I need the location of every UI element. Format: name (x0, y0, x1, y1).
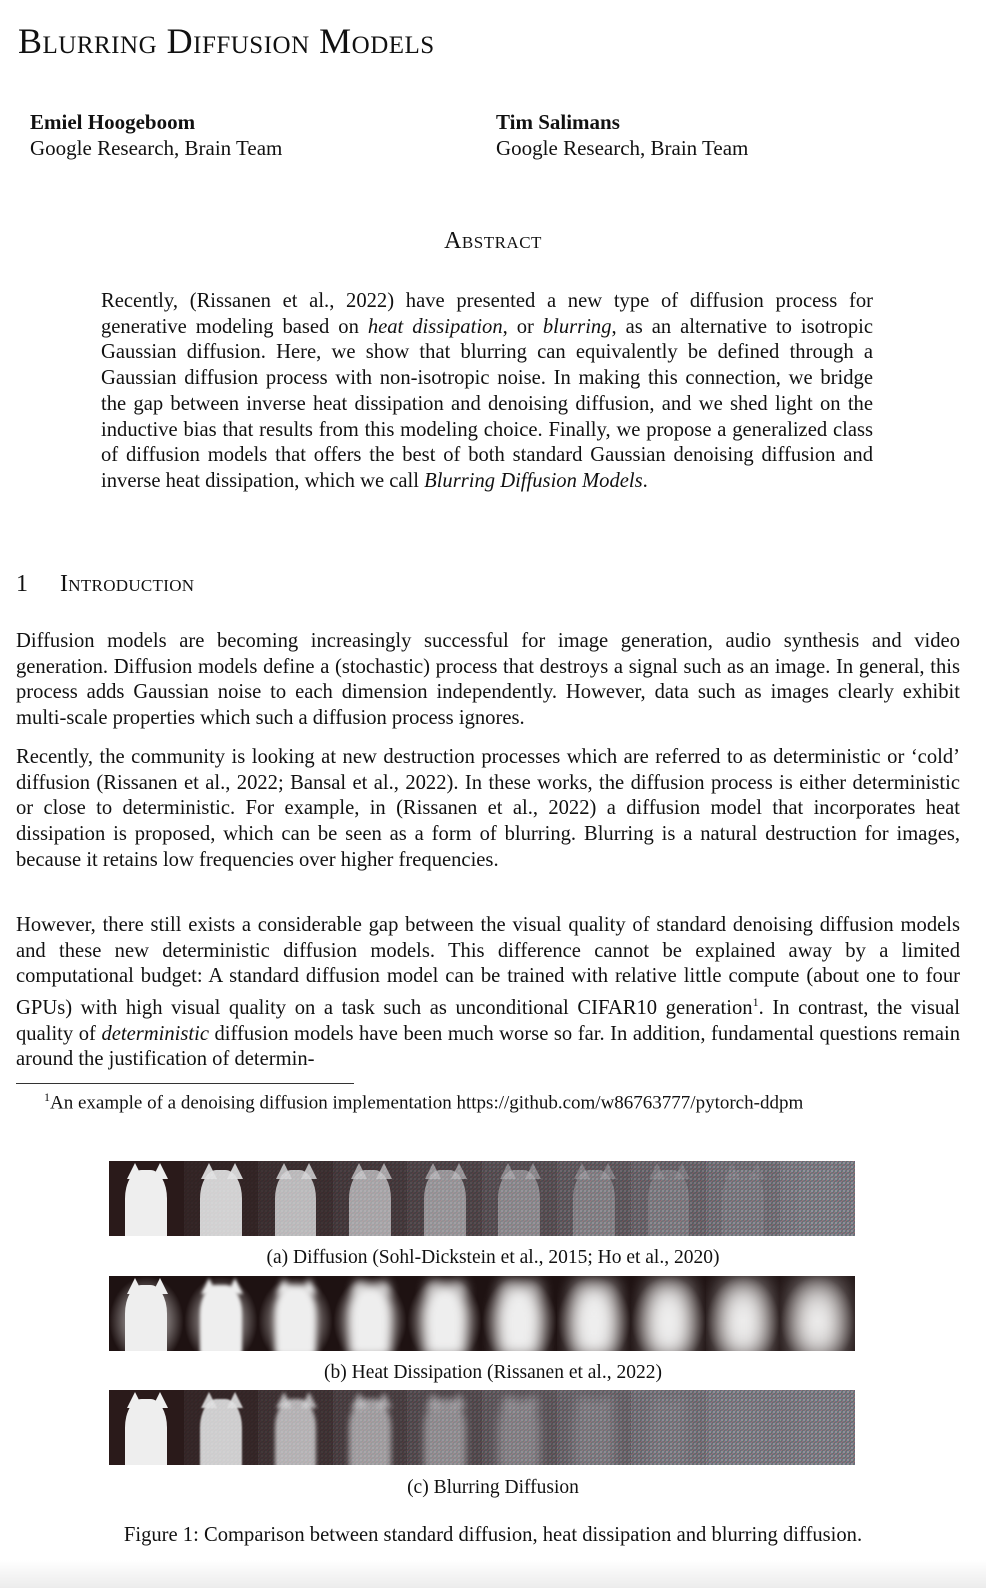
figure-frame (631, 1276, 706, 1351)
kitten-shape (275, 1285, 317, 1351)
figure-frame (184, 1276, 259, 1351)
figure-frame (109, 1161, 184, 1236)
text-run: However, there still exists a considerable gap between the visual quality of standard denoising diffusion models and these new deterministic diffusion models. This difference cannot be explained away by a limited computational budget: A standard diffusion model can be trained with relative little compute (about one to four GPUs) with high visual quality on a task such as unconditional CIFAR10 generation (16, 914, 960, 1019)
text-run: Recently, the community is looking at new destruction processes which are referred to as deterministic or ‘cold’ diffusion (Rissanen et al., 2022; Bansal et al., 2022). In these works, the diffusion process is either deterministic or close to deterministic. For example, in (Rissanen et al., 2022) a diffusion model that incorporates heat dissipation is proposed, which can be seen as a form of blurring. Blurring is a natural destruction for images, because it retains low frequencies over higher frequencies. (16, 746, 960, 871)
figure-frame (482, 1390, 557, 1465)
noise-overlay (557, 1161, 632, 1236)
emphasis: blurring (542, 315, 612, 338)
figure-frame (109, 1276, 184, 1351)
figure-frame (706, 1161, 781, 1236)
footnote-text: An example of a denoising diffusion implementation https://github.com/w86763777/pytorch-ddpm (50, 1092, 804, 1114)
figure-frame (631, 1390, 706, 1465)
figure-frame (333, 1390, 408, 1465)
kitten-shape (648, 1285, 690, 1351)
noise-overlay (631, 1161, 706, 1236)
noise-overlay (184, 1161, 259, 1236)
noise-overlay (706, 1161, 781, 1236)
figure-frame (333, 1161, 408, 1236)
text-run: Diffusion models are becoming increasingly successful for image generation, audio synthesis and video generation. Diffusion models define a (stochastic) process that destroys a signal such as an image. In general, this process adds Gaussian noise to each dimension independently. However, data such as images clearly exhibit multi-scale properties which such a diffusion process ignores. (16, 630, 960, 730)
noise-overlay (482, 1161, 557, 1236)
figure-frame (258, 1390, 333, 1465)
footnote-marker: 1 (44, 1090, 50, 1104)
noise-overlay (780, 1161, 855, 1236)
author-affiliation: Google Research, Brain Team (30, 136, 283, 160)
figure-caption: Figure 1: Comparison between standard diffusion, heat dissipation and blurring diffusion. (123, 1524, 863, 1546)
text-run: . (642, 469, 648, 492)
author-affiliation: Google Research, Brain Team (496, 136, 749, 160)
author-block-1 (30, 109, 282, 161)
emphasis: deterministic (101, 1022, 209, 1045)
abstract-heading: Abstract (444, 228, 542, 254)
footnote-divider (16, 1083, 354, 1084)
kitten-shape (722, 1285, 764, 1351)
figure-strip-blurring-diffusion (109, 1390, 855, 1465)
emphasis: heat dissipation (367, 315, 503, 338)
noise-overlay (407, 1390, 482, 1465)
noise-overlay (258, 1390, 333, 1465)
noise-overlay (557, 1390, 632, 1465)
figure-frame (407, 1390, 482, 1465)
noise-overlay (333, 1390, 408, 1465)
figure-frame (482, 1161, 557, 1236)
figure-frame (258, 1161, 333, 1236)
figure-frame (109, 1390, 184, 1465)
figure-frame (706, 1390, 781, 1465)
noise-overlay (407, 1161, 482, 1236)
kitten-shape (573, 1285, 615, 1351)
figure-frame (557, 1276, 632, 1351)
subfigure-caption-c: (c) Blurring Diffusion (407, 1477, 579, 1498)
kitten-shape (424, 1285, 466, 1351)
page-bottom-shade (0, 1560, 986, 1588)
section-title: Introduction (60, 571, 195, 597)
section-number: 1 (16, 571, 29, 597)
kitten-shape (200, 1285, 242, 1351)
author-name: Tim Salimans (496, 110, 620, 134)
kitten-shape (125, 1285, 167, 1351)
paragraph (16, 629, 960, 732)
figure-frame (407, 1161, 482, 1236)
paper-title: Blurring Diffusion Models (18, 21, 435, 61)
text-run: , or (502, 315, 543, 338)
noise-overlay (184, 1390, 259, 1465)
paragraph (16, 913, 960, 1073)
text-run: Recently, (Rissanen et al., 2022) have presented a new type of diffusion process for generative modeling based on (101, 290, 873, 338)
text-run: diffusion models have been much worse so far. In addition, fundamental questions remain around the justification of determin- (16, 1022, 960, 1071)
kitten-shape (125, 1170, 167, 1236)
figure-frame (407, 1276, 482, 1351)
figure-frame (184, 1161, 259, 1236)
abstract-body (101, 289, 873, 495)
section-heading (16, 571, 194, 598)
figure-frame (706, 1276, 781, 1351)
noise-overlay (631, 1390, 706, 1465)
figure-frame (258, 1276, 333, 1351)
noise-overlay (258, 1161, 333, 1236)
kitten-shape (498, 1285, 540, 1351)
figure-frame (184, 1390, 259, 1465)
figure-frame (631, 1161, 706, 1236)
noise-overlay (780, 1390, 855, 1465)
paragraph (16, 745, 960, 874)
subfigure-caption-b: (b) Heat Dissipation (Rissanen et al., 2022) (324, 1362, 662, 1383)
figure-frame (557, 1161, 632, 1236)
figure-frame (557, 1390, 632, 1465)
figure-strip-heat-dissipation (109, 1276, 855, 1351)
noise-overlay (482, 1390, 557, 1465)
author-name: Emiel Hoogeboom (30, 110, 196, 134)
kitten-shape (797, 1285, 839, 1351)
figure-strip-diffusion (109, 1161, 855, 1236)
emphasis: Blurring Diffusion Models (424, 469, 643, 492)
text-run: . In contrast, the visual quality of (16, 996, 960, 1045)
figure-frame (780, 1390, 855, 1465)
author-block-2 (496, 109, 748, 161)
figure-frame (482, 1276, 557, 1351)
figure-frame (780, 1161, 855, 1236)
noise-overlay (706, 1390, 781, 1465)
kitten-shape (349, 1285, 391, 1351)
figure-frame (780, 1276, 855, 1351)
figure-frame (333, 1276, 408, 1351)
text-run: , as an alternative to isotropic Gaussian diffusion. Here, we show that blurring can equivalently be defined through a Gaussian diffusion process with non-isotropic noise. In making this connection, we bridge the gap between inverse heat dissipation and denoising diffusion, and we shed light on the inductive bias that results from this modeling choice. Finally, we propose a generalized class of diffusion models that offers the best of both standard Gaussian denoising diffusion and inverse heat dissipation, which we call (101, 315, 873, 492)
noise-overlay (333, 1161, 408, 1236)
footnote (44, 1090, 803, 1114)
kitten-shape (125, 1399, 167, 1465)
subfigure-caption-a: (a) Diffusion (Sohl-Dickstein et al., 2015; Ho et al., 2020) (266, 1247, 720, 1268)
footnote-ref[interactable]: 1 (752, 995, 759, 1010)
